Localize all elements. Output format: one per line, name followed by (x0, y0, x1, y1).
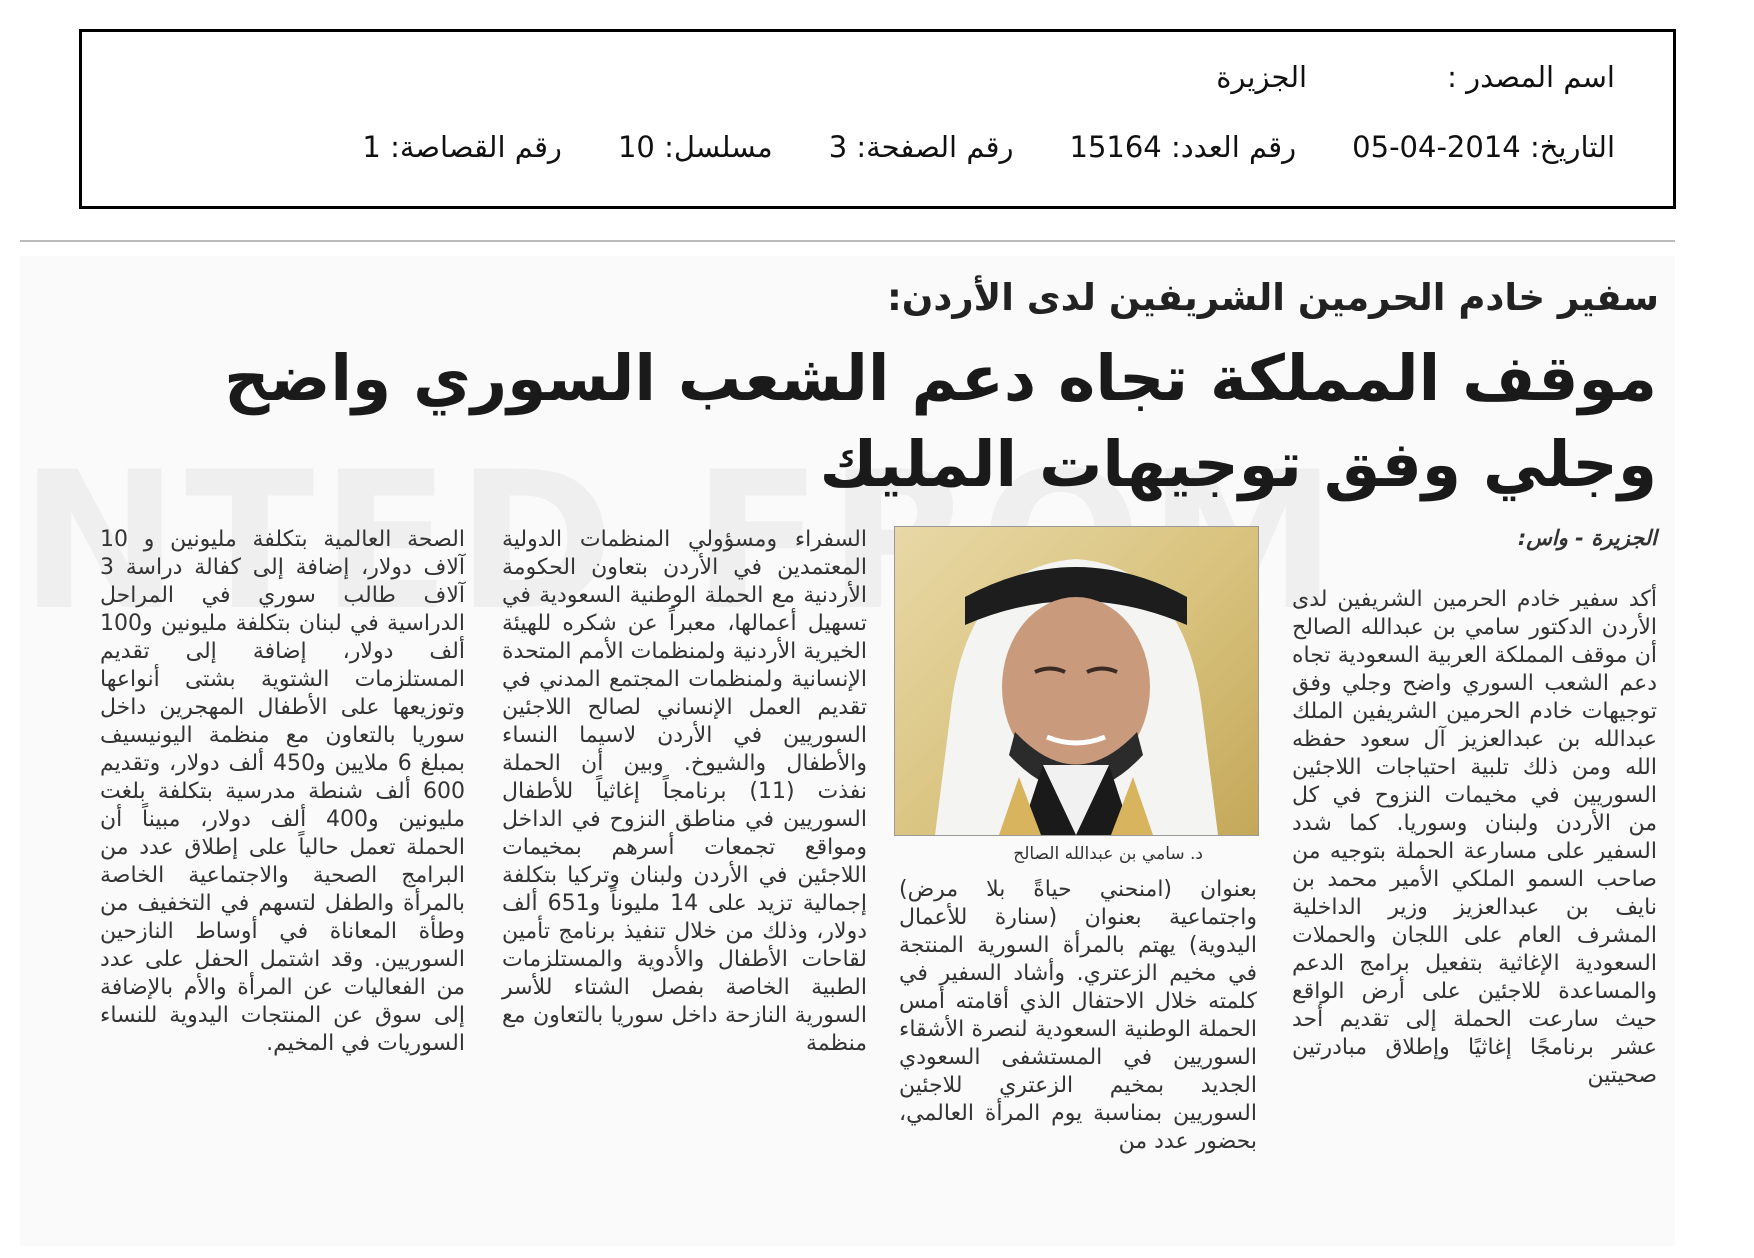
headline-line-2: وجلي وفق توجيهات المليك (819, 428, 1657, 501)
article-column-2: بعنوان (امنحني حياةً بلا مرض) واجتماعية بعنوان (سنارة للأعمال اليدوية) يهتم بالمرأة السورية المنتجة في مخيم الزعتري. وأشاد السفير في كلمته خلال الاحتفال الذي أقامته أمس الحملة الوطنية السعودية لنصرة الأشقاء السوريين في المستشفى السعودي الجديد بمخيم الزعتري للاجئين السوريين بمناسبة يوم المرأة العالمي، بحضور عدد من (899, 877, 1257, 1154)
article-column-3: السفراء ومسؤولي المنظمات الدولية المعتمدين في الأردن بتعاون الحكومة الأردنية مع الحملة الوطنية السعودية في تسهيل أعمالها، معبراً عن شكره للهيئة الخيرية الأردنية ولمنظمات الأمم المتحدة الإنسانية ولمنظمات المجتمع المدني في تقديم العمل الإنساني لصالح اللاجئين السوريين في الأردن لاسيما النساء والأطفال والشيوخ. وبين أن الحملة نفذت (11) برنامجاً إغاثياً للأطفال السوريين في مناطق النزوح في الداخل ومواقع تجمعات أسرهم بمخيمات اللاجئين في الأردن ولبنان وتركيا بتكلفة إجمالية تزيد على 14 مليوناً و651 ألف دولار، وذلك من خلال تنفيذ برنامج تأمين لقاحات الأطفال والأدوية والمستلزمات الطبية الخاصة بفصل الشتاء للأسر السورية النازحة داخل سوريا بالتعاون مع منظمة (502, 527, 867, 1056)
portrait-photo (894, 526, 1259, 836)
clip-value: 1 (362, 130, 381, 164)
date-label: التاريخ: (1529, 130, 1615, 164)
clip-label: رقم القصاصة: (390, 130, 562, 164)
issue-value: 15164 (1069, 130, 1162, 164)
headline-line-1: موقف المملكة تجاه دعم الشعب السوري واضح (224, 342, 1657, 415)
source-value: الجزيرة (1216, 60, 1308, 94)
byline: الجزيرة - واس: (1517, 526, 1657, 550)
clipping-metadata-box (79, 29, 1676, 209)
page-field (829, 130, 1014, 164)
clip-field (362, 130, 562, 164)
article-kicker: سفير خادم الحرمين الشريفين لدى الأردن: (886, 276, 1659, 319)
serial-value: 10 (617, 130, 655, 164)
portrait-illustration (895, 527, 1258, 835)
issue-field (1070, 130, 1297, 164)
article-column-4: الصحة العالمية بتكلفة مليونين و 10 آلاف دولار، إضافة إلى كفالة دراسة 3 آلاف طالب سوري في المراحل الدراسية في لبنان بتكلفة مليونين و100 ألف دولار، إضافة إلى تقديم المستلزمات الشتوية بشتى أنواعها وتوزيعها على الأطفال المهجرين داخل سوريا بالتعاون مع منظمة اليونيسيف بمبلغ 6 ملايين و450 ألف دولار، وتقديم 600 ألف شنطة مدرسية بتكلفة بلغت مليونين و400 ألف دولار، مبيناً أن الحملة تعمل حالياً على إطلاق عدد من البرامج الصحية والاجتماعية الخاصة بالمرأة والطفل لتسهم في التخفيف من وطأة المعاناة في أوساط النازحين السوريين. وقد اشتمل الحفل على عدد من الفعاليات عن المرأة والأم بالإضافة إلى سوق عن المنتجات اليدوية للنساء السوريات في المخيم. (100, 527, 466, 1056)
newspaper-clipping (20, 256, 1675, 1246)
details-row (362, 130, 1615, 164)
article-column-1: أكد سفير خادم الحرمين الشريفين لدى الأردن الدكتور سامي بن عبدالله الصالح أن موقف المملكة العربية السعودية تجاه دعم الشعب السوري واضح وجلي وفق توجيهات خادم الحرمين الشريفين الملك عبدالله بن عبدالعزيز آل سعود حفظه الله ومن ذلك تلبية احتياجات اللاجئين السوريين في مخيمات النزوح في كل من الأردن ولبنان وسوريا. كما شدد السفير على مسارعة الحملة بتوجيه من صاحب السمو الملكي الأمير محمد بن نايف بن عبدالعزيز وزير الداخلية المشرف العام على اللجان والحملات السعودية الإغاثية بتفعيل برامج الدعم والمساعدة للاجئين على أرض الواقع حيث سارعت الحملة إلى تقديم أحد عشر برنامجًا إغاثيًا وإطلاق مبادرتين صحيتين (1292, 587, 1657, 1088)
source-label: اسم المصدر : (1447, 60, 1615, 94)
page-label: رقم الصفحة: (856, 130, 1014, 164)
issue-label: رقم العدد: (1170, 130, 1297, 164)
serial-label: مسلسل: (664, 130, 773, 164)
source-row (1216, 60, 1615, 94)
date-value: 2014-04-05 (1352, 130, 1521, 164)
photo-caption: د. سامي بن عبدالله الصالح (1013, 844, 1203, 864)
divider-line (20, 240, 1675, 242)
page-value: 3 (828, 130, 848, 164)
serial-field (618, 130, 773, 164)
date-field (1352, 130, 1615, 164)
